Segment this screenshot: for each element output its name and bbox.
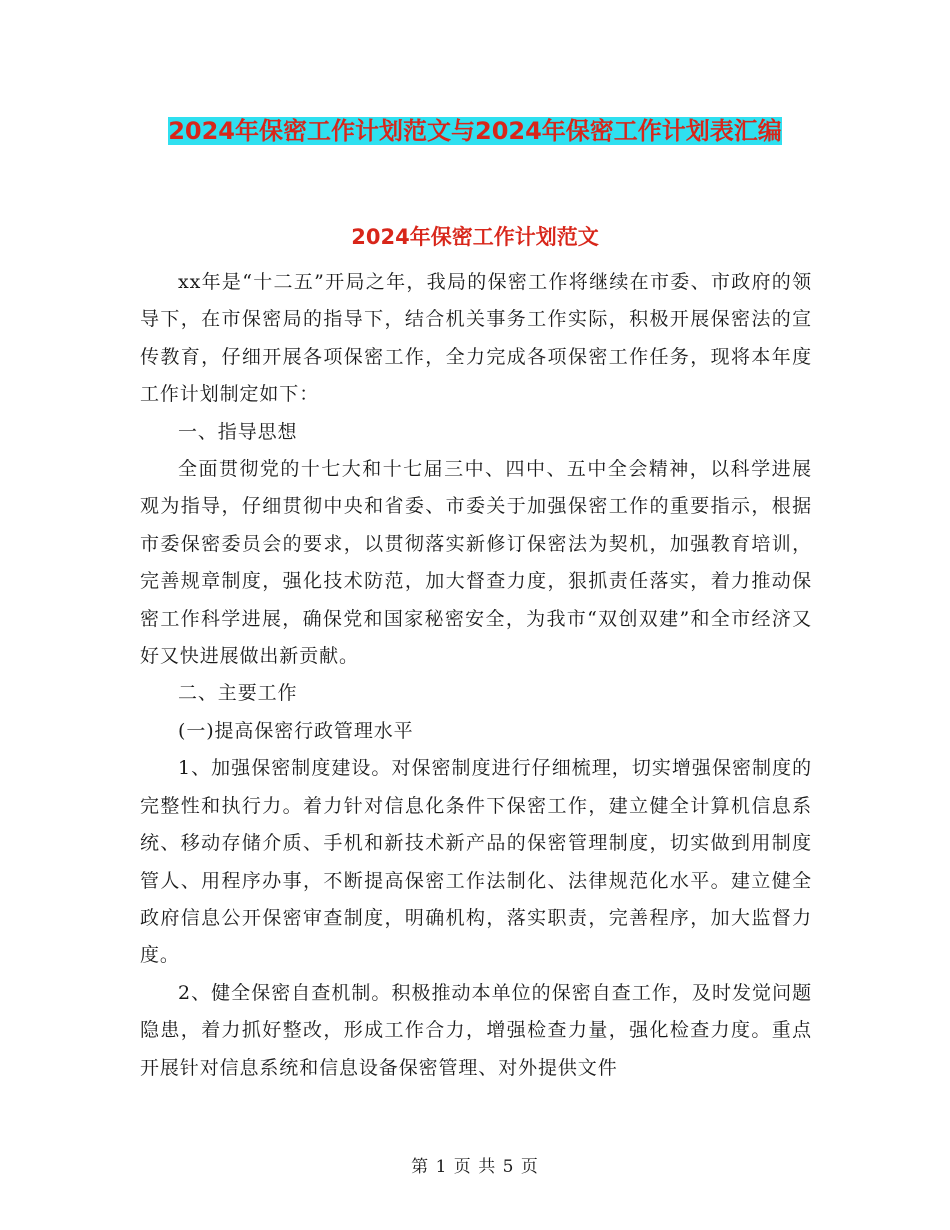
page-footer: 第 1 页 共 5 页: [411, 1157, 539, 1177]
paragraph: 一、指导思想: [178, 420, 298, 443]
document-title: [140, 110, 810, 152]
body-text: [140, 264, 812, 1087]
paragraph: (一)提高保密行政管理水平: [178, 719, 414, 742]
paragraph: 1、加强保密制度建设。对保密制度进行仔细梳理，切实增强保密制度的完整性和执行力。着力针对信息化条件下保密工作，建立健全计算机信息系统、移动存储介质、手机和新技术新产品的保密管理制度，切实做到用制度管人、用程序办事，不断提高保密工作法制化、法律规范化水平。建立健全政府信息公开保密审查制度，明确机构，落实职责，完善程序，加大监督力度。: [140, 757, 812, 967]
section-title: 2024年保密工作计划范文: [351, 225, 599, 249]
paragraph: 二、主要工作: [178, 682, 298, 705]
document-title-text: 2024年保密工作计划范文与2024年保密工作计划表汇编: [168, 117, 782, 145]
paragraph: 2、健全保密自查机制。积极推动本单位的保密自查工作，及时发觉问题隐患，着力抓好整改，形成工作合力，增强检查力量，强化检查力度。重点开展针对信息系统和信息设备保密管理、对外提供文件: [140, 981, 812, 1079]
paragraph: xx年是“十二五”开局之年，我局的保密工作将继续在市委、市政府的领导下，在市保密局的指导下，结合机关事务工作实际，积极开展保密法的宣传教育，仔细开展各项保密工作，全力完成各项保密工作任务，现将本年度工作计划制定如下：: [140, 271, 812, 406]
paragraph: 全面贯彻党的十七大和十七届三中、四中、五中全会精神，以科学进展观为指导，仔细贯彻中央和省委、市委关于加强保密工作的重要指示，根据市委保密委员会的要求，以贯彻落实新修订保密法为契机，加强教育培训，完善规章制度，强化技术防范，加大督查力度，狠抓责任落实，着力推动保密工作科学进展，确保党和国家秘密安全，为我市“双创双建”和全市经济又好又快进展做出新贡献。: [140, 458, 812, 668]
